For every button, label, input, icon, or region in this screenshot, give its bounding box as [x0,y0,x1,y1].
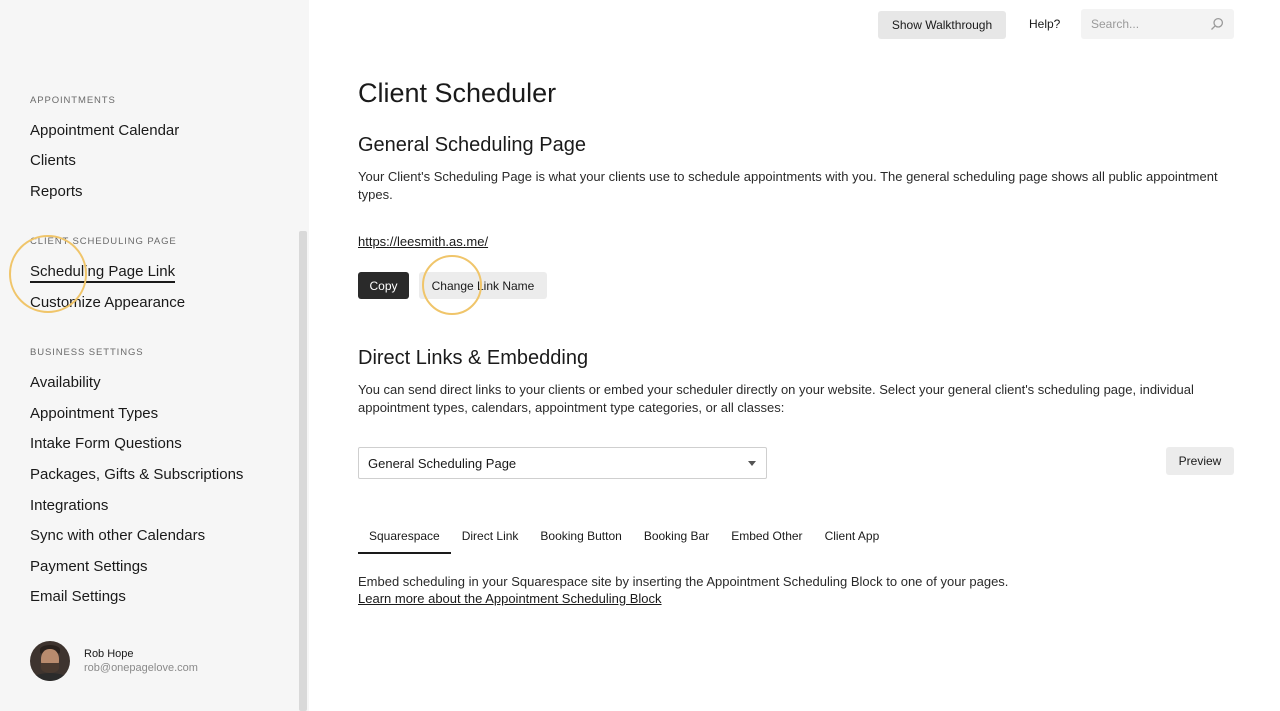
show-walkthrough-button[interactable]: Show Walkthrough [878,11,1006,39]
tab-direct-link[interactable]: Direct Link [461,529,519,543]
sidebar-item-payment-settings[interactable]: Payment Settings [30,558,148,575]
scheduling-page-select[interactable] [358,447,767,479]
direct-links-description: You can send direct links to your clients or embed your scheduler directly on your website. Select your general client's scheduling page, individual appointment types, calendars, appointment type categories, or all classes: [358,382,1194,415]
sidebar-item-clients[interactable]: Clients [30,152,76,169]
select-value: General Scheduling Page [368,456,517,471]
tab-squarespace[interactable]: Squarespace [358,526,451,554]
search-box [1081,9,1234,39]
help-link[interactable]: Help? [1029,17,1061,31]
copy-button[interactable]: Copy [358,272,409,299]
squarespace-tab-text: Embed scheduling in your Squarespace site by inserting the Appointment Scheduling Block to one of your pages. [358,574,1009,589]
section-label-business-settings: BUSINESS SETTINGS [30,347,144,358]
chevron-down-icon [748,461,756,466]
sidebar-item-customize-appearance[interactable]: Customize Appearance [30,294,186,311]
sidebar-item-reports[interactable]: Reports [30,183,83,200]
sidebar [0,0,309,711]
tab-booking-button[interactable]: Booking Button [540,529,622,543]
general-scheduling-description: Your Client's Scheduling Page is what your clients use to schedule appointments with you. The general scheduling page shows all public appointment types. [358,169,1218,202]
sidebar-item-appointment-types[interactable]: Appointment Types [30,405,159,422]
user-profile[interactable] [30,641,198,681]
section-label-appointments: APPOINTMENTS [30,95,116,106]
direct-links-heading: Direct Links & Embedding [358,347,589,369]
change-link-name-button[interactable]: Change Link Name [419,272,547,299]
sidebar-item-sync-calendars[interactable]: Sync with other Calendars [30,527,206,544]
sidebar-item-availability[interactable]: Availability [30,374,101,391]
tab-embed-other[interactable]: Embed Other [731,529,803,543]
preview-button[interactable]: Preview [1166,447,1234,475]
scheduling-page-url-link[interactable]: https://leesmith.as.me/ [358,234,489,249]
section-label-client-scheduling-page: CLIENT SCHEDULING PAGE [30,236,177,247]
page-title: Client Scheduler [358,78,557,108]
tab-client-app[interactable]: Client App [824,529,880,543]
sidebar-item-packages-gifts-subscriptions[interactable]: Packages, Gifts & Subscriptions [30,466,244,483]
tab-booking-bar[interactable]: Booking Bar [643,529,710,543]
sidebar-item-email-settings[interactable]: Email Settings [30,588,126,605]
sidebar-item-intake-form-questions[interactable]: Intake Form Questions [30,435,182,452]
search-icon[interactable] [1210,17,1224,31]
user-name: Rob Hope [84,648,134,660]
sidebar-item-scheduling-page-link[interactable]: Scheduling Page Link [30,263,175,283]
learn-more-link[interactable]: Learn more about the Appointment Scheduling Block [358,591,662,606]
sidebar-item-appointment-calendar[interactable]: Appointment Calendar [30,122,180,139]
embed-tabs [358,526,890,554]
search-input[interactable] [1081,9,1201,39]
general-scheduling-heading: General Scheduling Page [358,134,586,156]
sidebar-scrollbar[interactable] [299,231,307,711]
sidebar-item-integrations[interactable]: Integrations [30,497,109,514]
user-email: rob@onepagelove.com [84,662,198,674]
avatar[interactable] [30,641,70,681]
